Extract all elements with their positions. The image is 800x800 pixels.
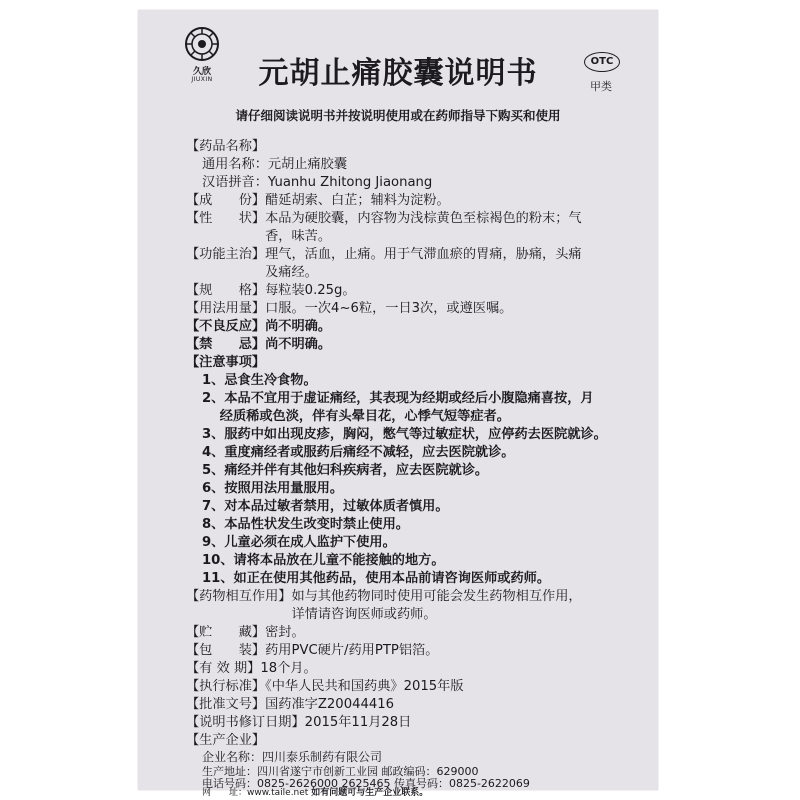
standard: 【执行标准】《中华人民共和国药典》2015年版: [186, 679, 464, 694]
generic-name: 通用名称：元胡止痛胶囊: [202, 157, 348, 172]
otc-badge: OTC: [584, 52, 620, 72]
indications-line-1: 【功能主治】理气，活血，止痛。用于气滞血瘀的胃痛，胁痛，头痛: [186, 247, 582, 262]
leaflet-sheet: [138, 10, 658, 790]
precaution-item: 11、如正在使用其他药品，使用本品前请咨询医师或药师。: [202, 571, 551, 586]
storage: 【贮 藏】密封。: [186, 625, 305, 640]
pinyin-name: 汉语拼音：Yuanhu Zhitong Jiaonang: [202, 175, 433, 190]
otc-class-label: 甲类: [590, 80, 612, 93]
precaution-item: 9、儿童必须在成人监护下使用。: [202, 535, 396, 550]
drug-name-header: 【药品名称】: [186, 139, 266, 154]
specification: 【规 格】每粒装0.25g。: [186, 283, 356, 298]
precaution-item: 4、重度痛经者或服药后痛经不减轻，应去医院就诊。: [202, 445, 515, 460]
revision-date: 【说明书修订日期】2015年11月28日: [186, 715, 412, 730]
precaution-item: 经质稀或色淡，伴有头晕目花，心悸气短等症者。: [202, 409, 510, 424]
precaution-item: 6、按照用法用量服用。: [202, 481, 344, 496]
manufacturer-header: 【生产企业】: [186, 733, 266, 748]
precaution-item: 1、忌食生冷食物。: [202, 373, 317, 388]
dosage: 【用法用量】口服。一次4~6粒，一日3次，或遵医嘱。: [186, 301, 513, 316]
brand-name: 久欣: [192, 67, 211, 77]
manufacturer-phone: 电话号码：0825-2626000 2625465: [202, 777, 391, 790]
usage-notice: 请仔细阅读说明书并按说明使用或在药师指导下购买和使用: [235, 108, 561, 123]
contact-note: 如有问题可与生产企业联系。: [311, 788, 429, 798]
interactions-line-1: 【药物相互作用】如与其他药物同时使用可能会发生药物相互作用，: [186, 589, 582, 604]
precautions-header: 【注意事项】: [186, 355, 266, 370]
manufacturer-name: 企业名称：四川泰乐制药有限公司: [202, 750, 383, 764]
description-line-2: 香，味苦。: [186, 229, 332, 244]
package: 【包 装】药用PVC硬片/药用PTP铝箔。: [186, 643, 439, 658]
document-title: 元胡止痛胶囊说明书: [258, 56, 538, 91]
precaution-item: 7、对本品过敏者禁用，过敏体质者慎用。: [202, 499, 449, 514]
interactions-line-2: 详情请咨询医师或药师。: [186, 607, 437, 622]
manufacturer-postcode: 邮政编码：629000: [381, 765, 479, 778]
brand-latin: JIUXIN: [191, 76, 213, 83]
contraindications: 【禁 忌】尚不明确。: [186, 337, 332, 352]
indications-line-2: 及痛经。: [186, 265, 318, 280]
validity: 【有 效 期】18个月。: [186, 661, 317, 676]
precaution-item: 3、服药中如出现皮疹，胸闷，憋气等过敏症状，应停药去医院就诊。: [202, 427, 607, 442]
adverse-reactions: 【不良反应】尚不明确。: [186, 319, 332, 334]
precaution-item: 5、痛经并伴有其他妇科疾病者，应去医院就诊。: [202, 463, 489, 478]
description-line-1: 【性 状】本品为硬胶囊，内容物为浅棕黄色至棕褐色的粉末；气: [186, 211, 582, 226]
manufacturer-web: [202, 788, 642, 798]
precaution-item: 2、本品不宜用于虚证痛经，其表现为经期或经后小腹隐痛喜按，月: [202, 391, 594, 406]
precaution-item: 10、请将本品放在儿童不能接触的地方。: [202, 553, 445, 568]
precaution-item: 8、本品性状发生改变时禁止使用。: [202, 517, 409, 532]
manufacturer-address: 生产地址：四川省遂宁市创新工业园: [202, 765, 378, 778]
manufacturer-fax: 传真号码：0825-2622069: [393, 777, 530, 790]
manufacturer-website: 网 址：www.taile.net: [202, 788, 309, 798]
ingredients: 【成 份】醋延胡索、白芷；辅料为淀粉。: [186, 193, 450, 208]
approval-number: 【批准文号】国药准字Z20044416: [186, 697, 395, 712]
